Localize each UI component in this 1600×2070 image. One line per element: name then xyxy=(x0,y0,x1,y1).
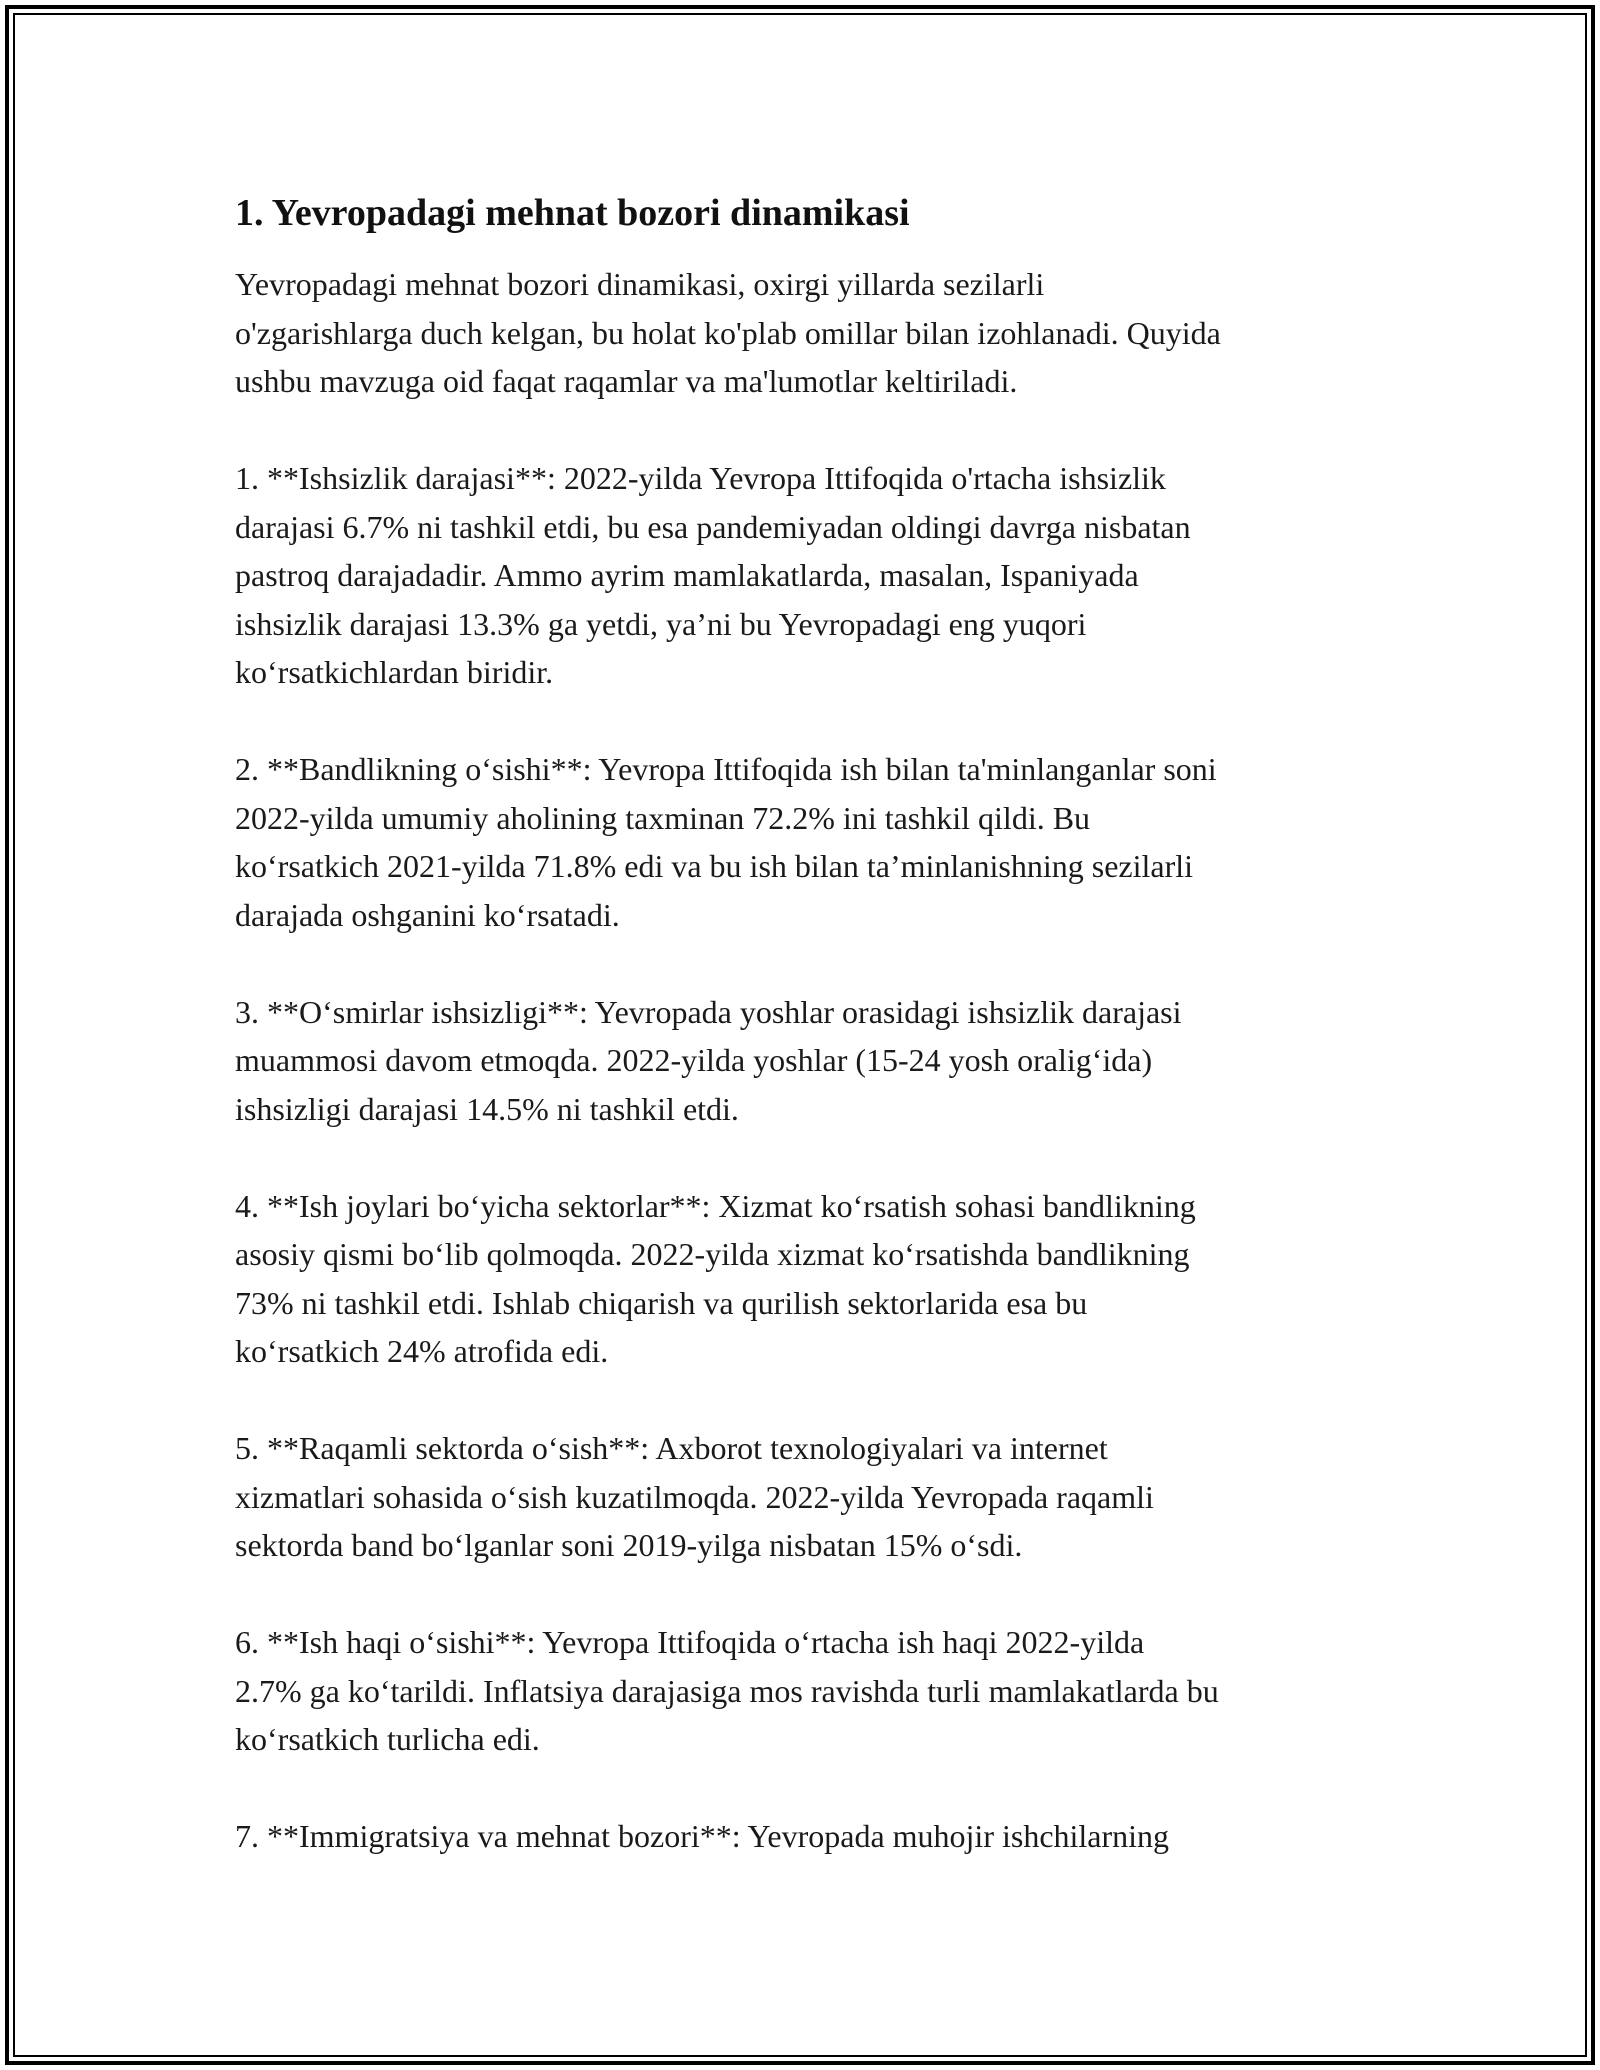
text-line: ko‘rsatkichlardan biridir. xyxy=(235,654,554,690)
intro-paragraph xyxy=(235,260,1385,406)
text-line: 7. **Immigratsiya va mehnat bozori**: Yevropada muhojir ishchilarning xyxy=(235,1818,1170,1854)
text-line: 2022-yilda umumiy aholining taxminan 72.2% ini tashkil qildi. Bu xyxy=(235,799,1091,836)
text-line: ko‘rsatkich turlicha edi. xyxy=(235,1721,540,1757)
text-line: 4. **Ish joylari bo‘yicha sektorlar**: Xizmat ko‘rsatish sohasi bandlikning xyxy=(235,1187,1196,1224)
page-title: 1. Yevropadagi mehnat bozori dinamikasi xyxy=(235,192,910,234)
text-line: ko‘rsatkich 24% atrofida edi. xyxy=(235,1333,609,1369)
text-line: 1. **Ishsizlik darajasi**: 2022-yilda Yevropa Ittifoqida o'rtacha ishsizlik xyxy=(235,460,1166,496)
point-sectors xyxy=(235,1182,1385,1376)
point-employment-growth xyxy=(235,745,1385,939)
text-line: 5. **Raqamli sektorda o‘sish**: Axborot texnologiyalari va internet xyxy=(235,1430,1108,1466)
text-line: muammosi davom etmoqda. 2022-yilda yoshlar (15-24 yosh oralig‘ida) xyxy=(235,1042,1153,1078)
text-line: 73% ni tashkil etdi. Ishlab chiqarish va qurilish sektorlarida esa bu xyxy=(235,1284,1088,1321)
document-page xyxy=(235,186,1385,1909)
text-line: ko‘rsatkich 2021-yilda 71.8% edi va bu ish bilan ta’minlanishning sezilarli xyxy=(235,848,1194,884)
text-line: 6. **Ish haqi o‘sishi**: Yevropa Ittifoqida o‘rtacha ish haqi 2022-yilda xyxy=(235,1624,1145,1660)
text-line: darajasi 6.7% ni tashkil etdi, bu esa pandemiyadan oldingi davrga nisbatan xyxy=(235,508,1191,545)
text-line: pastroq darajadadir. Ammo ayrim mamlakatlarda, masalan, Ispaniyada xyxy=(235,557,1139,593)
text-line: xizmatlari sohasida o‘sish kuzatilmoqda. 2022-yilda Yevropada raqamli xyxy=(235,1478,1154,1515)
text-line: Yevropadagi mehnat bozori dinamikasi, oxirgi yillarda sezilarli xyxy=(235,266,1045,302)
point-digital-sector xyxy=(235,1424,1385,1570)
text-line: darajada oshganini ko‘rsatadi. xyxy=(235,896,620,933)
text-line: asosiy qismi bo‘lib qolmoqda. 2022-yilda xizmat ko‘rsatishda bandlikning xyxy=(235,1236,1190,1272)
point-youth-unemployment xyxy=(235,988,1385,1134)
text-line: ishsizlik darajasi 13.3% ga yetdi, ya’ni bu Yevropadagi eng yuqori xyxy=(235,605,1087,642)
text-line: 2.7% ga ko‘tarildi. Inflatsiya darajasiga mos ravishda turli mamlakatlarda bu xyxy=(235,1672,1219,1709)
point-immigration xyxy=(235,1812,1385,1861)
text-line: 3. **O‘smirlar ishsizligi**: Yevropada yoshlar orasidagi ishsizlik darajasi xyxy=(235,993,1182,1030)
text-line: ushbu mavzuga oid faqat raqamlar va ma'lumotlar keltiriladi. xyxy=(235,363,1018,399)
text-line: sektorda band bo‘lganlar soni 2019-yilga nisbatan 15% o‘sdi. xyxy=(235,1527,1023,1563)
point-wage-growth xyxy=(235,1618,1385,1764)
text-line: ishsizligi darajasi 14.5% ni tashkil etdi. xyxy=(235,1090,739,1127)
text-line: o'zgarishlarga duch kelgan, bu holat ko'plab omillar bilan izohlanadi. Quyida xyxy=(235,314,1221,351)
text-line: 2. **Bandlikning o‘sishi**: Yevropa Ittifoqida ish bilan ta'minlanganlar soni xyxy=(235,751,1217,787)
point-unemployment-rate xyxy=(235,454,1385,697)
